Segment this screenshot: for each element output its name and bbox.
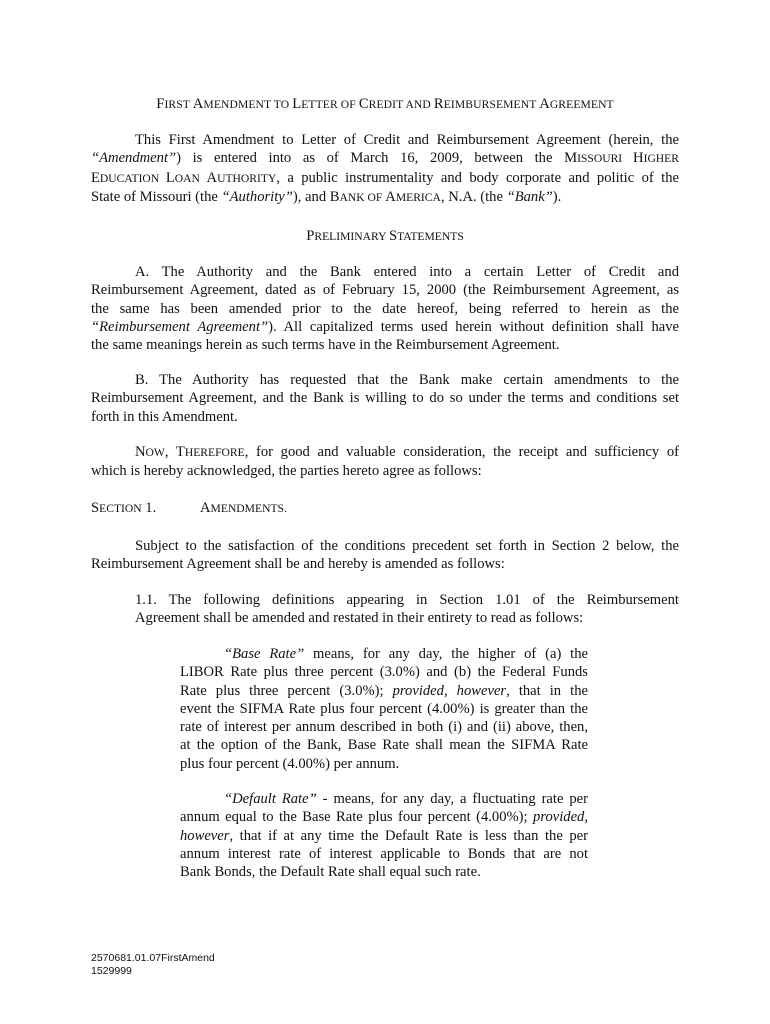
item-1-1: 1.1. The following definitions appearing in Section 1.01 of the Reimbursement Agreement shall be amended and restated in their entirety to read as follows: <box>135 592 679 627</box>
footer-doc-id: 2570681.01.07FirstAmend <box>91 952 215 964</box>
now-therefore-paragraph: NOW, THEREFORE, for good and valuable consideration, the receipt and sufficiency of which is hereby acknowledged, the parties hereto agree as follows: <box>91 444 679 480</box>
section-1-label: SECTION 1. <box>91 500 157 516</box>
document-footer <box>91 952 215 978</box>
subject-paragraph: Subject to the satisfaction of the conditions precedent set forth in Section 2 below, the Reimbursement Agreement shall be and hereby is amended as follows: <box>91 538 679 573</box>
intro-paragraph: This First Amendment to Letter of Credit and Reimbursement Agreement (herein, the “Amendment”) is entered into as of March 16, 2009, between the MISSOURI HIGHER EDUCATION LOAN AUTHORITY, a public instrumentality and body corporate and politic of the State of Missouri (the “Authority”), and BANK OF AMERICA, N.A. (the “Bank”). <box>91 132 679 205</box>
section-1-title: AMENDMENTS. <box>200 500 287 516</box>
base-rate-definition: “Base Rate” means, for any day, the higher of (a) the LIBOR Rate plus three percent (3.0%) and (b) the Federal Funds Rate plus three percent (3.0%); provided, however, that in the event the SIFMA Rate plus four percent (4.00%) is greater than the rate of interest per annum described in both (i) and (ii) above, then, at the option of the Bank, Base Rate shall mean the SIFMA Rate plus four percent (4.00%) per annum. <box>180 646 588 772</box>
preliminary-statements-heading: PRELIMINARY STATEMENTS <box>306 228 464 244</box>
paragraph-b: B. The Authority has requested that the Bank make certain amendments to the Reimbursement Agreement, and the Bank is willing to do so under the terms and conditions set forth in this Amendment. <box>91 372 679 425</box>
footer-number: 1529999 <box>91 965 132 977</box>
document-title: FIRST AMENDMENT TO LETTER OF CREDIT AND REIMBURSEMENT AGREEMENT <box>156 96 614 112</box>
paragraph-a: A. The Authority and the Bank entered into a certain Letter of Credit and Reimbursement Agreement, dated as of February 15, 2000 (the Reimbursement Agreement, as the same has been amended prior to the date hereof, being referred to herein as the “Reimbursement Agreement”). All capitalized terms used herein without definition shall have the same meanings herein as such terms have in the Reimbursement Agreement. <box>91 264 679 354</box>
default-rate-definition: “Default Rate” - means, for any day, a fluctuating rate per annum equal to the Base Rate plus four percent (4.00%); provided, however, that if at any time the Default Rate is less than the per annum interest rate of interest applicable to Bonds that are not Bank Bonds, the Default Rate shall equal such rate. <box>180 791 589 881</box>
